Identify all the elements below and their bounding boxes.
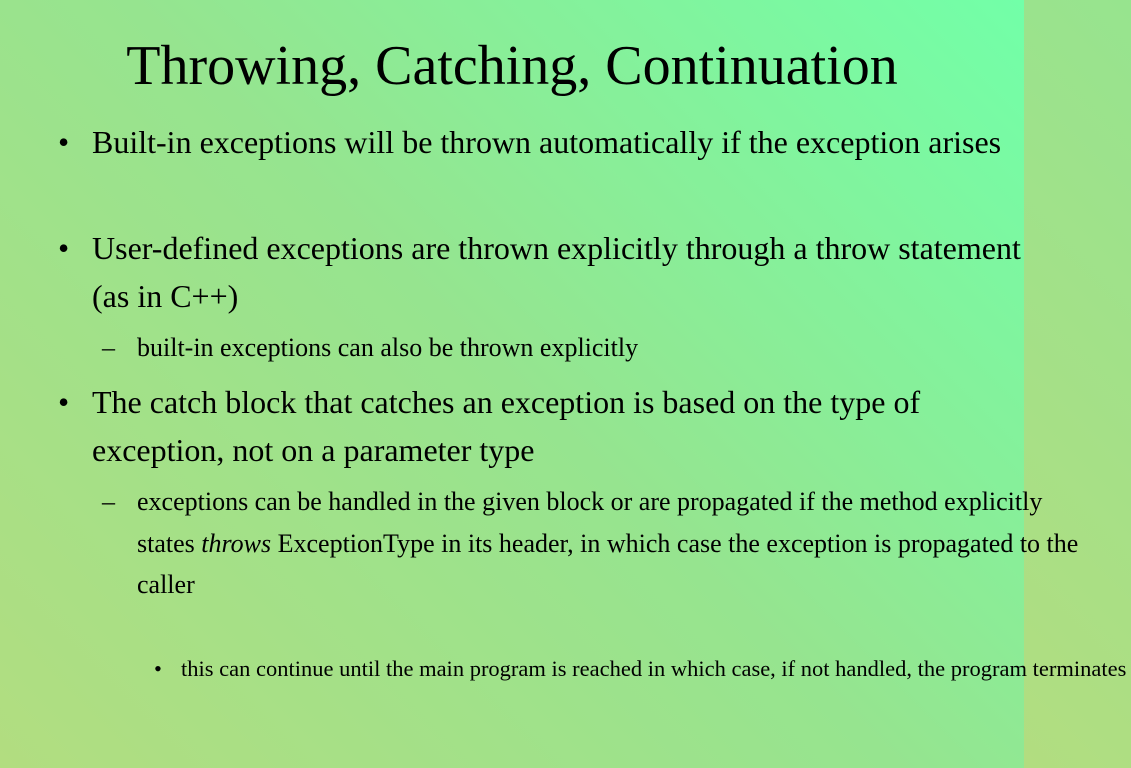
sub-bullet-text-before: exceptions can be handled in the given block or are propagated if the method explicitly states — [137, 487, 1043, 558]
bullet-item — [50, 224, 1042, 320]
sub-bullet-marker: – — [102, 333, 115, 362]
bullet-marker: • — [58, 124, 70, 160]
bullet-marker: • — [58, 384, 70, 420]
bullet-text: The catch block that catches an exception is based on the type of exception, not on a parameter type — [92, 384, 921, 468]
sub-bullet-marker: – — [102, 487, 115, 516]
bullet-text: User-defined exceptions are thrown explicitly through a throw statement (as in C++) — [92, 230, 1021, 314]
bullet-text: Built-in exceptions will be thrown automatically if the exception arises — [92, 124, 1002, 160]
sub-bullet-text-after: ExceptionType in its header, in which case the exception is propagated to the caller — [137, 528, 1079, 599]
sub-sub-bullet-marker: • — [154, 656, 162, 681]
sub-sub-bullet-item — [50, 651, 1131, 686]
bullet-marker: • — [58, 230, 70, 266]
emphasis-keyword: throws — [201, 528, 272, 558]
sub-bullet-item — [50, 481, 1087, 606]
bullet-item — [50, 118, 1042, 166]
bullet-item — [50, 378, 1042, 474]
slide-title: Throwing, Catching, Continuation — [126, 35, 898, 97]
sub-bullet-text: built-in exceptions can also be thrown explicitly — [137, 333, 639, 362]
sub-bullet-item — [50, 327, 1087, 369]
sub-sub-bullet-text: this can continue until the main program is reached in which case, if not handled, the program terminates — [181, 656, 1127, 681]
